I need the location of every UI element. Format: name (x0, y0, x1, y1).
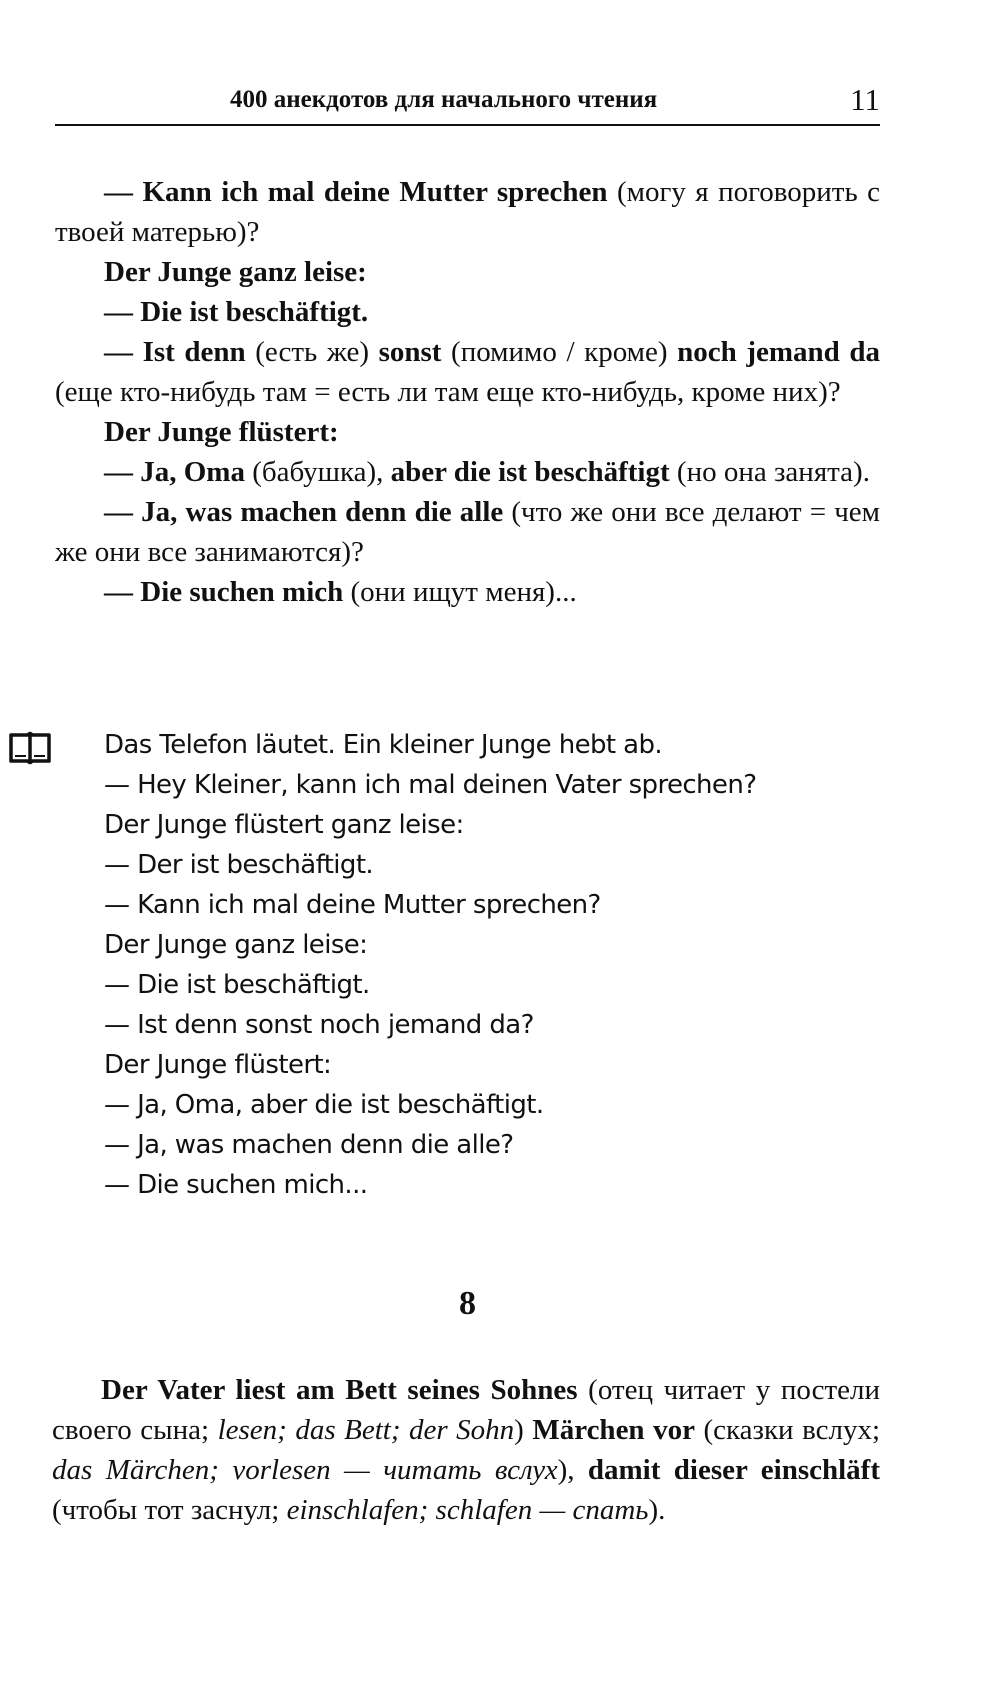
original-line: Der Junge ganz leise: (104, 930, 368, 960)
story-text (52, 1370, 880, 1530)
translation-note: (есть же) (245, 336, 379, 368)
translation-note: ) (514, 1414, 533, 1446)
german-phrase: noch jemand da (677, 336, 880, 368)
translation-note: (могу я поговорить с твоей матерью)? (55, 176, 881, 248)
running-title: 400 анекдотов для начального чтения (230, 86, 658, 113)
grammar-note: das Märchen; vorlesen — читать вслух (52, 1454, 558, 1486)
annotated-line (55, 412, 880, 452)
translation-note: (отец читает у постели своего сына; (52, 1374, 880, 1446)
annotated-line (55, 252, 880, 292)
german-phrase: — Ja, was machen denn die alle (104, 496, 504, 528)
translation-note: (чтобы тот заснул; (52, 1494, 287, 1526)
original-line: — Der ist beschäftigt. (104, 850, 374, 880)
original-line: Der Junge flüstert ganz leise: (104, 810, 464, 840)
story-paragraph (52, 1370, 880, 1530)
german-phrase: — Ist denn (104, 336, 246, 368)
original-line: — Ja, was machen denn die alle? (104, 1130, 514, 1160)
annotated-line (55, 292, 880, 332)
german-phrase: damit dieser einschläft (587, 1454, 880, 1486)
original-line: Das Telefon läutet. Ein kleiner Junge hebt ab. (104, 730, 663, 760)
translation-note: ). (648, 1494, 666, 1526)
annotated-line (55, 572, 880, 612)
translation-note: (еще кто-нибудь там = есть ли там еще кто-нибудь, кроме них)? (55, 376, 841, 408)
translation-note: (но она занята). (669, 456, 870, 488)
german-phrase: sonst (378, 336, 442, 368)
original-text (104, 725, 904, 1205)
annotated-line (55, 492, 880, 572)
open-book-icon (8, 731, 52, 767)
translation-note: (бабушка), (244, 456, 391, 488)
original-line: — Ist denn sonst noch jemand da? (104, 1010, 534, 1040)
german-phrase: — Kann ich mal deine Mutter sprechen (104, 176, 608, 208)
original-line: Der Junge flüstert: (104, 1050, 332, 1080)
german-phrase: — Ja, Oma (104, 456, 245, 488)
german-phrase: Märchen vor (532, 1414, 695, 1446)
original-line: — Die ist beschäftigt. (104, 970, 370, 1000)
original-line: — Hey Kleiner, kann ich mal deinen Vater sprechen? (104, 770, 757, 800)
annotated-line (55, 452, 880, 492)
german-phrase: aber die ist beschäftigt (390, 456, 670, 488)
grammar-note: einschlafen; schlafen — спать (286, 1494, 649, 1526)
german-phrase: Der Junge ganz leise: (104, 256, 367, 288)
annotated-dialogue (55, 172, 880, 612)
running-header (55, 80, 880, 126)
grammar-note: lesen; das Bett; der Sohn (217, 1414, 515, 1446)
translation-note: (помимо / кроме) (441, 336, 678, 368)
original-line: — Kann ich mal deine Mutter sprechen? (104, 890, 601, 920)
german-phrase: — Die ist beschäftigt. (104, 296, 369, 328)
original-line: — Die suchen mich... (104, 1170, 368, 1200)
annotated-line (55, 172, 880, 252)
page-number: 11 (850, 82, 880, 117)
translation-note: (что же они все делают = чем же они все занимаются)? (55, 496, 880, 568)
translation-note: (они ищут меня)... (343, 576, 577, 608)
translation-note: (сказки вслух; (694, 1414, 881, 1446)
german-phrase: Der Junge flüstert: (104, 416, 339, 448)
german-phrase: — Die suchen mich (104, 576, 344, 608)
translation-note: ), (557, 1454, 588, 1486)
german-phrase: Der Vater liest am Bett seines Sohnes (101, 1374, 578, 1406)
original-line: — Ja, Oma, aber die ist beschäftigt. (104, 1090, 544, 1120)
story-number: 8 (459, 1285, 476, 1322)
annotated-line (55, 332, 880, 412)
